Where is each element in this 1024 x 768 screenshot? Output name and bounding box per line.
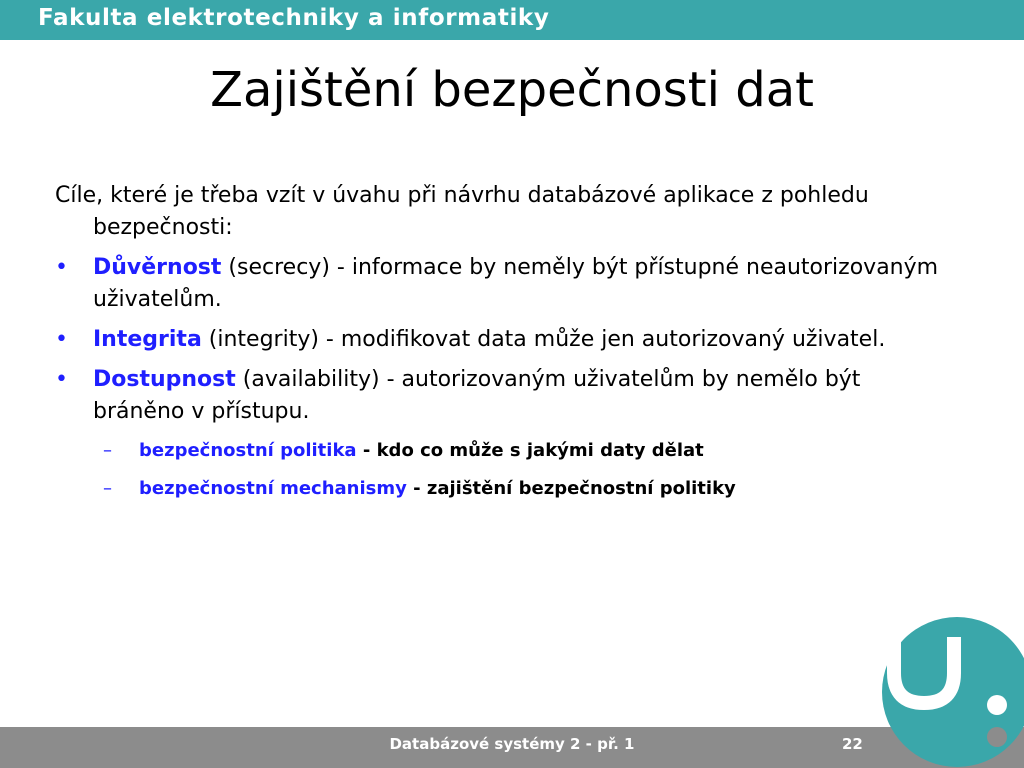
- bullet-text: (availability) - autorizovaným uživatelům by nemělo být bráněno v přístupu.: [93, 367, 861, 424]
- bullet-text: (integrity) - modifikovat data může jen autorizovaný uživatel.: [201, 327, 886, 352]
- sub-bullet-dash: –: [103, 478, 112, 499]
- sub-bullet-text: - kdo co může s jakými daty dělat: [356, 440, 704, 461]
- sub-bullet-text: - zajištění bezpečnostní politiky: [406, 478, 736, 499]
- faculty-name: Fakulta elektrotechniky a informatiky: [38, 5, 550, 31]
- bullet-text: (secrecy) - informace by neměly být přístupné neautorizovaným uživatelům.: [93, 255, 939, 312]
- intro-text: Cíle, které je třeba vzít v úvahu při návrhu databázové aplikace z pohledu bezpečnosti:: [55, 183, 869, 240]
- slide-content: [55, 180, 955, 512]
- bullet-item: [55, 324, 955, 356]
- footer-bar: [0, 727, 1024, 768]
- slide-title: Zajištění bezpečnosti dat: [210, 62, 814, 118]
- footer-title: Databázové systémy 2 - př. 1: [389, 735, 635, 753]
- university-logo-icon: [880, 615, 1024, 768]
- bullet-item: [55, 364, 955, 428]
- page-number: 22: [842, 735, 863, 753]
- bullet-term: Integrita: [93, 327, 202, 352]
- bullet-item: [55, 252, 955, 316]
- header-bar: [0, 0, 1024, 40]
- bullet-term: Důvěrnost: [93, 255, 222, 280]
- bullet-dot: •: [55, 327, 68, 352]
- sub-bullet-dash: –: [103, 440, 112, 461]
- sub-bullet-item: [55, 474, 955, 504]
- bullet-dot: •: [55, 367, 68, 392]
- sub-bullet-term: bezpečnostní politika: [139, 440, 357, 461]
- sub-bullet-term: bezpečnostní mechanismy: [139, 478, 407, 499]
- sub-bullet-item: [55, 436, 955, 466]
- bullet-term: Dostupnost: [93, 367, 236, 392]
- bullet-dot: •: [55, 255, 68, 280]
